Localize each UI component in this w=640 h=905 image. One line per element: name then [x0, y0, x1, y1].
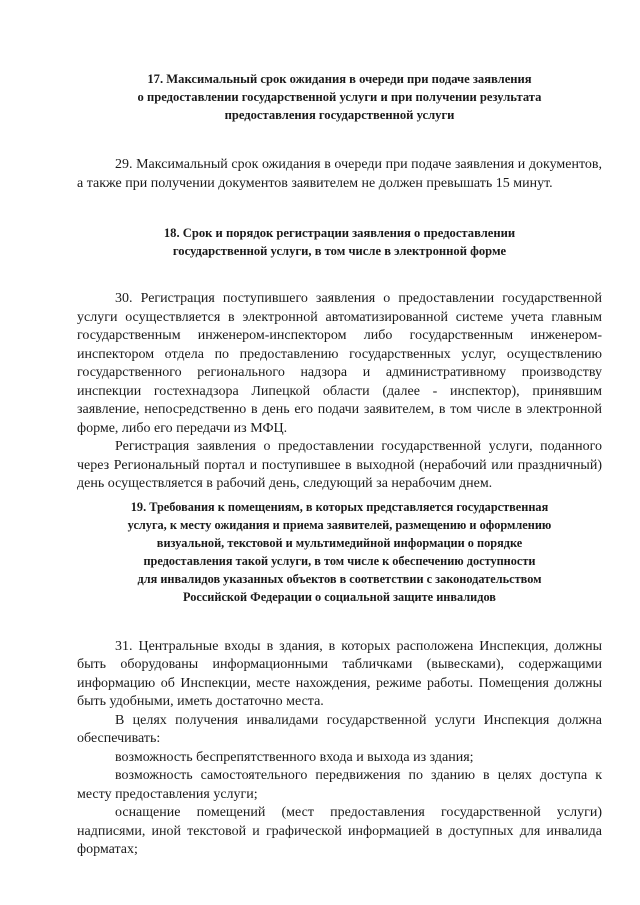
heading-line: визуальной, текстовой и мультимедийной информации о порядке: [156, 535, 523, 550]
paragraph-30-registration: Регистрация заявления о предоставлении государственной услуги, поданного через Региональный портал и поступившее в выходной (нерабочий или праздничный) день осуществляется в рабочий день, следующий за нерабочим днем.: [77, 439, 602, 491]
heading-line: Российской Федерации о социальной защите инвалидов: [183, 589, 496, 604]
heading-line: 18. Срок и порядок регистрации заявления о предоставлении: [163, 226, 516, 240]
paragraph-30: 30. Регистрация поступившего заявления о предоставлении государственной услуги осуществляется в электронной автоматизированной системе учета главным государственным инженером-инспектором либо государственным инженером-инспектором отдела по предоставлению государственных услуг, осуществлению государственного регионального надзора и административному производству инспекции гостехнадзора Липецкой области (далее - инспектор), принявшим заявление, непосредственно в день его подачи заявителем, в том числе в электронной форме, либо его передачи из МФЦ.: [77, 291, 602, 436]
heading-line: государственной услуги, в том числе в электронной форме: [172, 244, 507, 258]
section-17-heading: [77, 70, 602, 124]
heading-line: 19. Требования к помещениям, в которых представляется государственная: [130, 499, 549, 514]
list-item: возможность беспрепятственного входа и выхода из здания;: [115, 749, 474, 765]
paragraph-31-disabled-access: В целях получения инвалидами государственной услуги Инспекция должна обеспечивать:: [77, 712, 602, 746]
heading-line: услуга, к месту ожидания и приема заявителей, размещению и оформлению: [127, 517, 552, 532]
heading-line: для инвалидов указанных объектов в соответствии с законодательством: [137, 571, 542, 586]
paragraph-29: 29. Максимальный срок ожидания в очереди при подаче заявления и документов, а также при получении документов заявителем не должен превышать 15 минут.: [77, 157, 602, 191]
section-18-heading: [77, 224, 602, 260]
heading-line: предоставления государственной услуги: [224, 108, 455, 122]
list-item: оснащение помещений (мест предоставления государственной услуги) надписями, иной текстовой и графической информацией в доступных для инвалида форматах;: [77, 805, 602, 857]
section-19-heading: [77, 498, 602, 606]
heading-line: 17. Максимальный срок ожидания в очереди при подаче заявления: [147, 72, 532, 86]
heading-line: о предоставлении государственной услуги и при получении результата: [137, 90, 542, 104]
paragraph-31: 31. Центральные входы в здания, в которых расположена Инспекция, должны быть оборудованы информационными табличками (вывесками), содержащими информацию об Инспекции, месте нахождения, режиме работы. Помещения должны быть удобными, иметь достаточно места.: [77, 638, 602, 709]
document-page: [77, 70, 602, 860]
heading-line: предоставления такой услуги, в том числе к обеспечению доступности: [143, 553, 536, 568]
list-item: возможность самостоятельного передвижения по зданию в целях доступа к месту предоставления услуги;: [77, 768, 602, 802]
